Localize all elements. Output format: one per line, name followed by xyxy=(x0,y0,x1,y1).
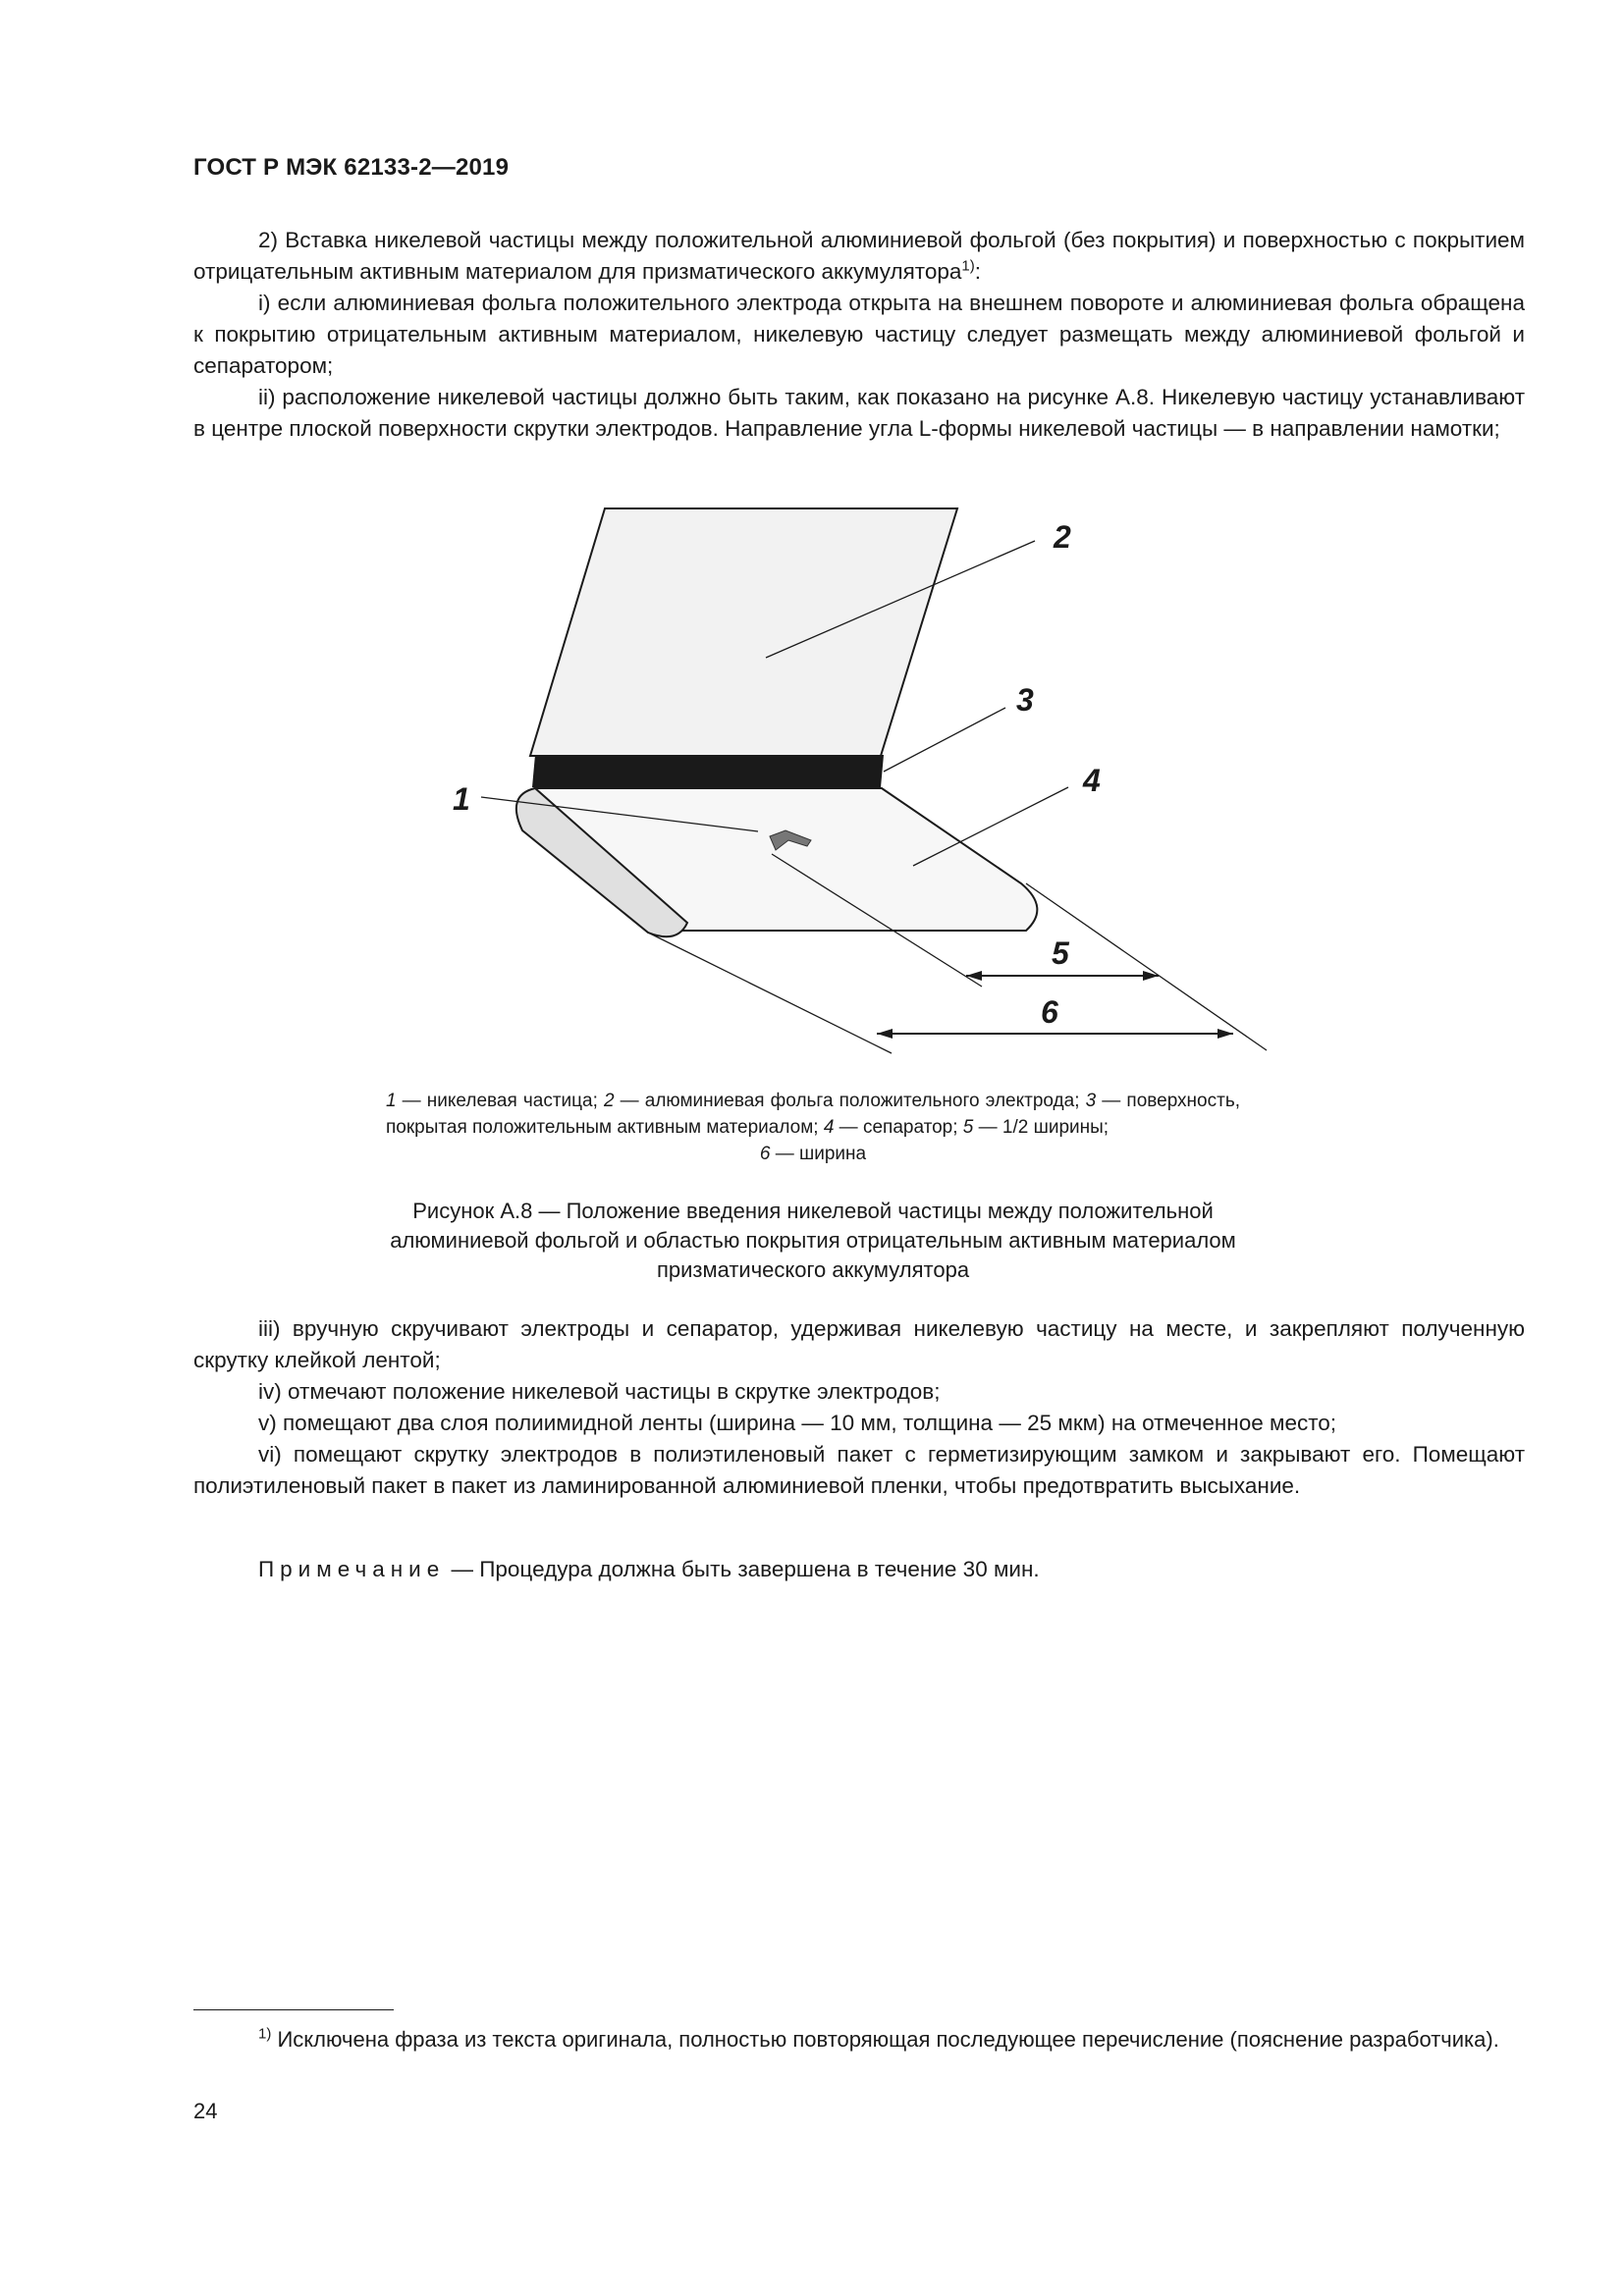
callout-label-5: 5 xyxy=(1052,935,1069,971)
footnote xyxy=(193,2024,1525,2055)
coated-surface-strip xyxy=(532,755,884,787)
text-block-before-figure xyxy=(193,225,1525,445)
leader-line-3 xyxy=(884,708,1005,772)
arrowhead xyxy=(966,971,982,981)
arrowhead xyxy=(1218,1029,1233,1039)
arrowhead xyxy=(1143,971,1159,981)
note-label: Примечание xyxy=(258,1557,446,1581)
legend-main: 1 — никелевая частица; 2 — алюминиевая фольга положительного электрода; 3 — поверхность, покрытая положительным активным материалом; 4 — сепаратор; 5 — 1/2 ширины; xyxy=(386,1091,1240,1138)
callout-label-2: 2 xyxy=(1054,519,1071,555)
aluminum-foil xyxy=(530,508,957,756)
footnote-reference[interactable]: 1) xyxy=(961,257,975,275)
extension-line-left xyxy=(648,933,892,1053)
callout-label-3: 3 xyxy=(1016,682,1034,718)
note-text: — Процедура должна быть завершена в течение 30 мин. xyxy=(445,1557,1040,1581)
footnote-text: Исключена фраза из текста оригинала, полностью повторяющая последующее перечисление (пояснение разработчика). xyxy=(271,2027,1499,2052)
arrowhead xyxy=(877,1029,893,1039)
paragraph-item-v: v) помещают два слоя полиимидной ленты (ширина — 10 мм, толщина — 25 мкм) на отмеченное место; xyxy=(258,1411,1337,1435)
paragraph-item-vi: vi) помещают скрутку электродов в полиэтиленовый пакет с герметизирующим замком и закрывают его. Помещают полиэтиленовый пакет в пакет из ламинированной алюминиевой пленки, чтобы предотвратить высыхание. xyxy=(193,1442,1525,1498)
footnote-separator xyxy=(193,2009,394,2010)
paragraph-item-2: 2) Вставка никелевой частицы между положительной алюминиевой фольгой (без покрытия) и поверхностью с покрытием отрицательным активным материалом для призматического аккумулятора$^{1)}$: xyxy=(193,228,1525,284)
legend-last: 6 — ширина xyxy=(759,1144,867,1164)
figure-caption: Рисунок А.8 — Положение введения никелевой частицы между положительной алюминиевой фольгой и областью покрытия отрицательным активным материалом призматического аккумулятора xyxy=(390,1199,1236,1282)
note xyxy=(258,1554,1040,1585)
callout-label-1: 1 xyxy=(453,781,470,817)
figure-legend xyxy=(386,1088,1240,1167)
paragraph-item-ii: ii) расположение никелевой частицы должно быть таким, как показано на рисунке А.8. Никелевую частицу устанавливают в центре плоской поверхности скрутки электродов. Направление угла L-формы никелевой частицы — в направлении намотки; xyxy=(193,385,1525,441)
page-number: 24 xyxy=(193,2099,218,2123)
paragraph-item-iv: iv) отмечают положение никелевой частицы в скрутке электродов; xyxy=(258,1379,941,1404)
callout-label-4: 4 xyxy=(1083,763,1101,798)
callout-label-6: 6 xyxy=(1041,994,1058,1030)
paragraph-item-i: i) если алюминиевая фольга положительного электрода открыта на внешнем повороте и алюминиевая фольга обращена к покрытию отрицательным активным материалом, никелевую частицу следует размещать между алюминиевой фольгой и сепаратором; xyxy=(193,291,1525,378)
footnote-marker: 1) xyxy=(258,2025,272,2043)
document-header: ГОСТ Р МЭК 62133-2—2019 xyxy=(193,154,510,181)
paragraph-item-iii: iii) вручную скручивают электроды и сепаратор, удерживая никелевую частицу на месте, и закрепляют полученную скрутку клейкой лентой; xyxy=(193,1316,1525,1372)
text-block-after-figure xyxy=(193,1313,1525,1502)
